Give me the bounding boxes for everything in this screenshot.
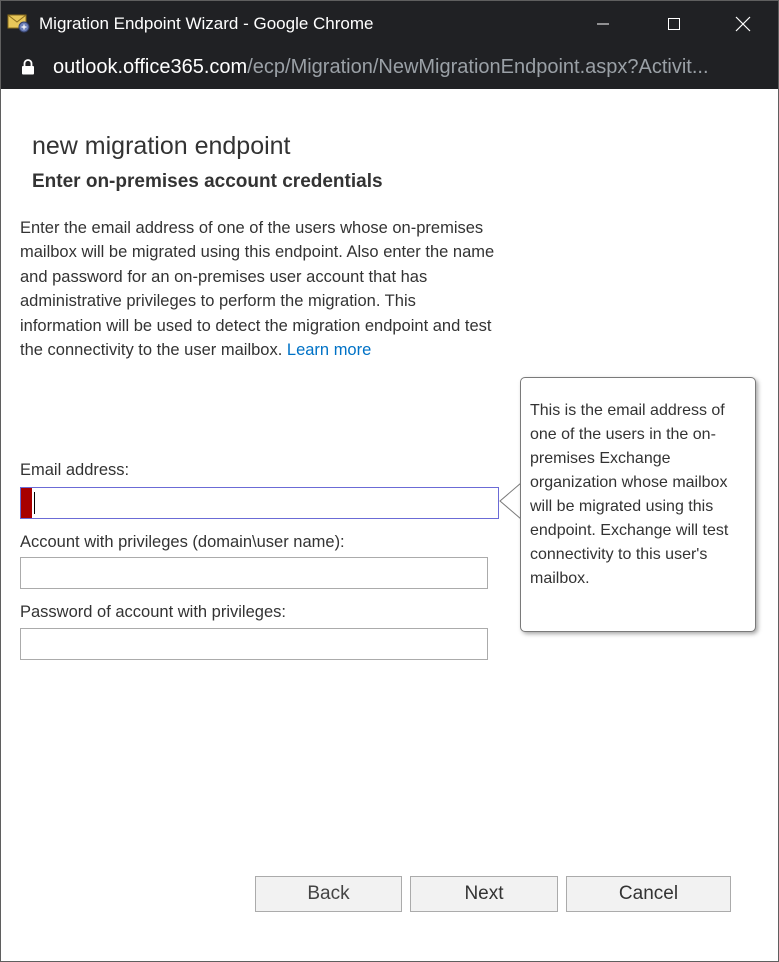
close-button[interactable] (720, 1, 766, 47)
close-icon (735, 16, 751, 32)
next-button[interactable]: Next (410, 876, 558, 912)
password-field[interactable] (20, 628, 488, 660)
description-body: Enter the email address of one of the users whose on-premises mailbox will be migrated using this endpoint. Also enter the name and password for an on-premises user account that has administrative privileges to perform the migration. This information will be used to detect the migration endpoint and test the connectivity to the user mailbox. (20, 219, 495, 360)
maximize-button[interactable] (651, 1, 697, 47)
page-title: new migration endpoint (32, 132, 291, 160)
email-label: Email address: (20, 461, 130, 479)
text-caret (34, 492, 35, 514)
url-host: outlook.office365.com (53, 56, 248, 78)
url-path: /ecp/Migration/NewMigrationEndpoint.aspx?Activit... (247, 56, 709, 78)
url-text[interactable] (53, 55, 709, 79)
help-tooltip (520, 377, 756, 632)
minimize-icon (596, 17, 610, 31)
account-field[interactable] (20, 557, 488, 589)
description-text (20, 216, 500, 362)
title-bar (1, 1, 778, 47)
tooltip-text: This is the email address of one of the users in the on-premises Exchange organization whose mailbox will be migrated using this endpoint. Exchange will test connectivity to this user's mailbox. (530, 402, 729, 587)
page-subtitle: Enter on-premises account credentials (32, 171, 383, 192)
email-field[interactable] (20, 487, 499, 519)
minimize-button[interactable] (580, 1, 626, 47)
required-error-marker (21, 488, 32, 518)
back-button[interactable]: Back (255, 876, 402, 912)
maximize-icon (667, 17, 681, 31)
password-label: Password of account with privileges: (20, 603, 286, 621)
address-bar[interactable] (1, 47, 778, 89)
cancel-button[interactable]: Cancel (566, 876, 731, 912)
tooltip-pointer (498, 481, 522, 521)
account-label: Account with privileges (domain\user name): (20, 533, 345, 551)
wizard-content (1, 89, 778, 961)
learn-more-link[interactable]: Learn more (286, 341, 372, 360)
lock-icon (21, 59, 35, 75)
migration-wizard-icon (7, 12, 31, 34)
window-title: Migration Endpoint Wizard - Google Chrome (39, 14, 374, 33)
